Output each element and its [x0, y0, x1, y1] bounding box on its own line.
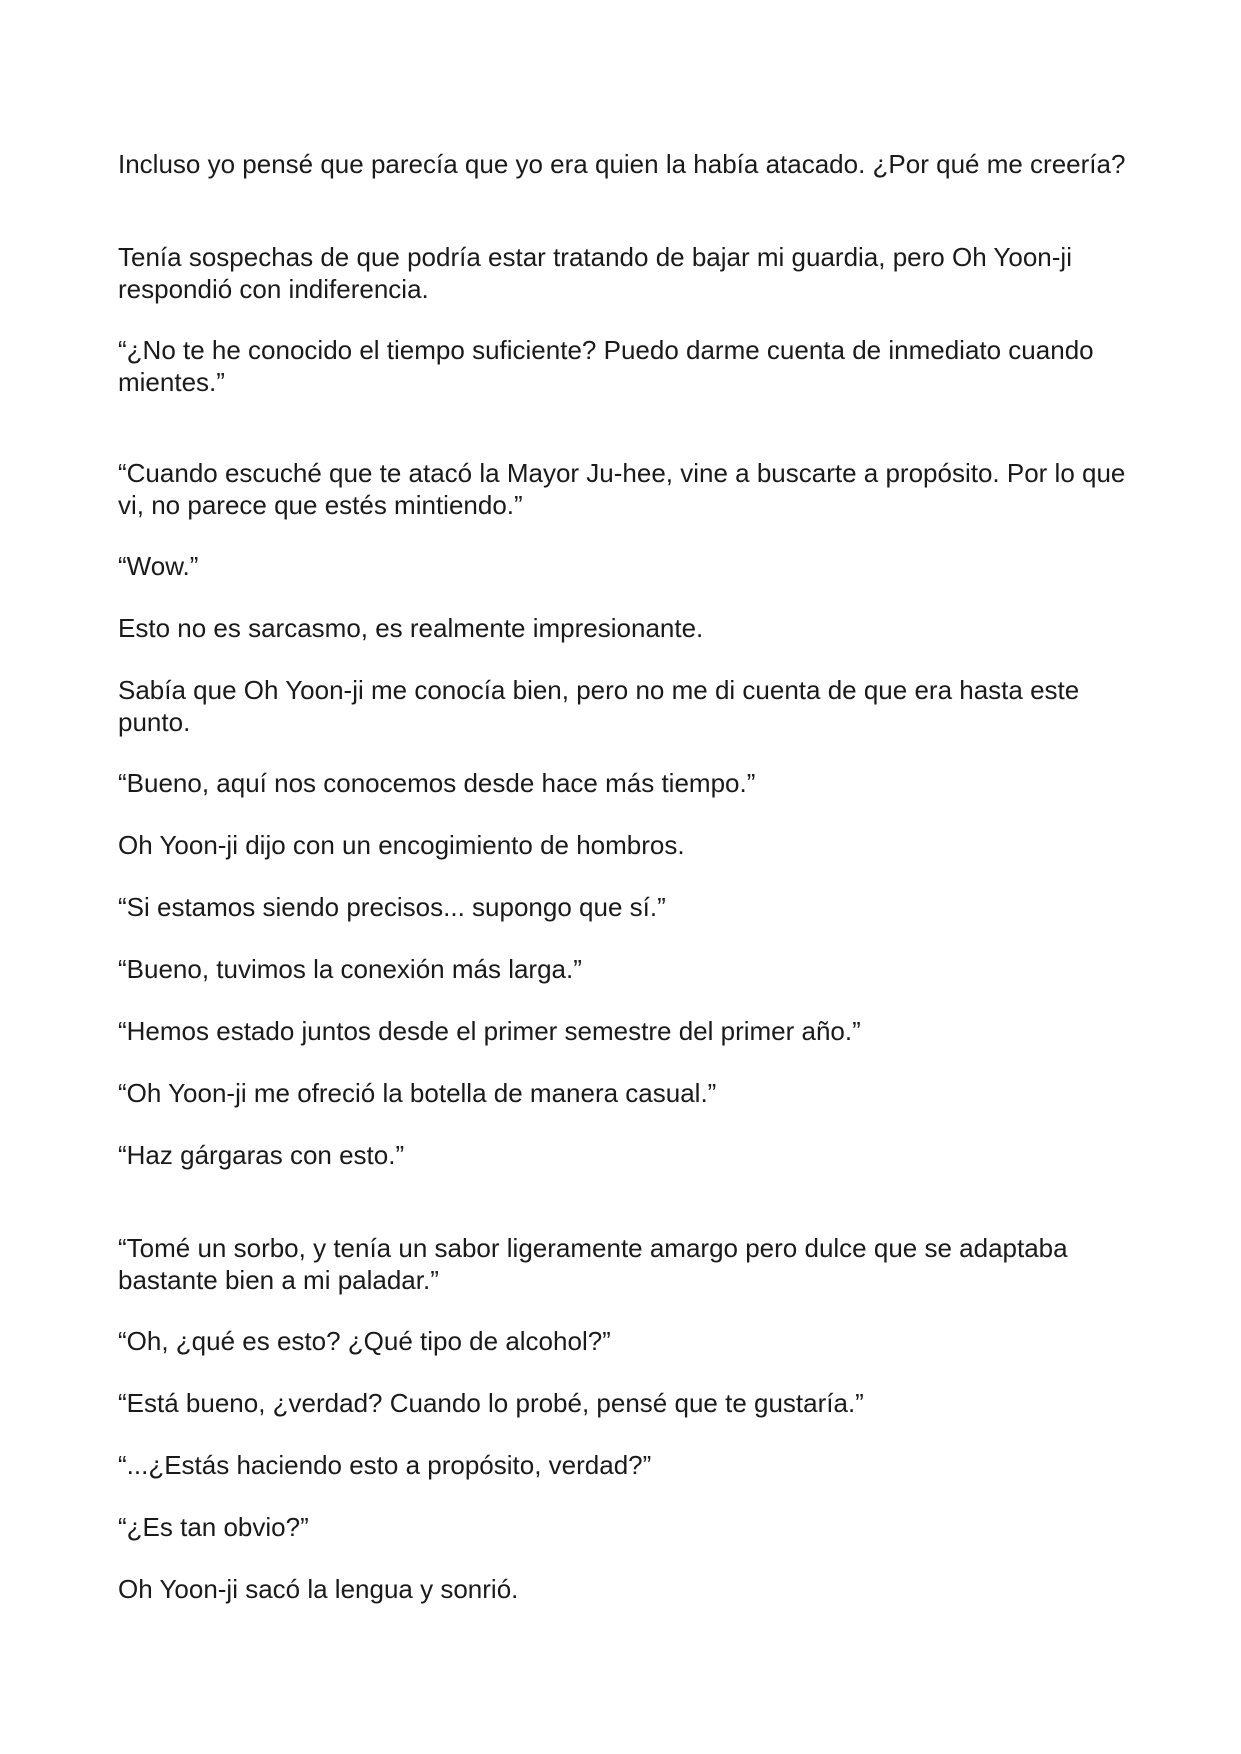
paragraph: “Bueno, aquí nos conocemos desde hace más tiempo.” [118, 768, 756, 798]
paragraph: “Oh Yoon-ji me ofreció la botella de manera casual.” [118, 1078, 717, 1108]
paragraph: “¿No te he conocido el tiempo suficiente? Puedo darme cuenta de inmediato cuando mientes.” [118, 335, 1094, 397]
paragraph: “Está bueno, ¿verdad? Cuando lo probé, pensé que te gustaría.” [118, 1388, 864, 1418]
paragraph: “Haz gárgaras con esto.” [118, 1140, 405, 1170]
paragraph: “¿Es tan obvio?” [118, 1512, 309, 1542]
paragraph: Oh Yoon-ji dijo con un encogimiento de hombros. [118, 830, 685, 860]
paragraph: Sabía que Oh Yoon-ji me conocía bien, pero no me di cuenta de que era hasta este punto. [118, 675, 1080, 737]
paragraph: “Hemos estado juntos desde el primer semestre del primer año.” [118, 1016, 861, 1046]
paragraph: Oh Yoon-ji sacó la lengua y sonrió. [118, 1574, 519, 1604]
paragraph: Esto no es sarcasmo, es realmente impresionante. [118, 613, 704, 643]
paragraph: Incluso yo pensé que parecía que yo era quien la había atacado. ¿Por qué me creería? [118, 149, 1126, 179]
paragraph: “Oh, ¿qué es esto? ¿Qué tipo de alcohol?” [118, 1326, 611, 1356]
paragraph: “Si estamos siendo precisos... supongo que sí.” [118, 892, 666, 922]
paragraph: “Tomé un sorbo, y tenía un sabor ligeramente amargo pero dulce que se adaptaba bastante bien a mi paladar.” [118, 1233, 1068, 1295]
paragraph: “Wow.” [118, 551, 199, 581]
paragraph: “...¿Estás haciendo esto a propósito, verdad?” [118, 1450, 652, 1480]
paragraph: “Cuando escuché que te atacó la Mayor Ju-hee, vine a buscarte a propósito. Por lo que vi, no parece que estés mintiendo.” [118, 458, 1126, 520]
paragraph: “Bueno, tuvimos la conexión más larga.” [118, 954, 582, 984]
paragraph: Tenía sospechas de que podría estar tratando de bajar mi guardia, pero Oh Yoon-ji respondió con indiferencia. [118, 242, 1072, 304]
